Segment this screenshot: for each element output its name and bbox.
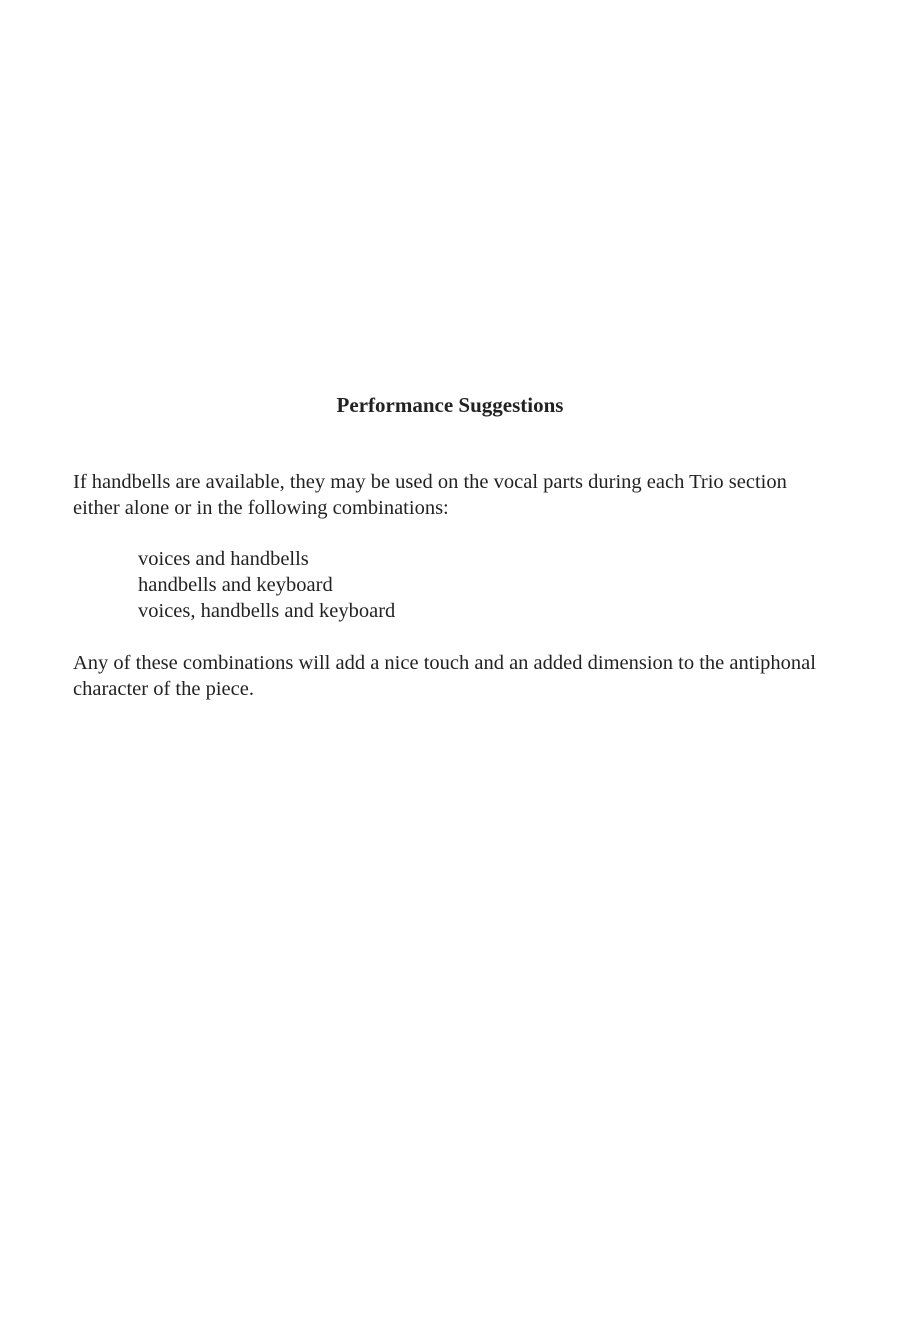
combination-item: voices and handbells — [138, 548, 309, 570]
page-title: Performance Suggestions — [336, 393, 564, 417]
combination-item: voices, handbells and keyboard — [138, 600, 396, 622]
closing-line: character of the piece. — [73, 678, 254, 700]
combinations-list — [138, 546, 395, 624]
combination-item: handbells and keyboard — [138, 574, 333, 596]
closing-line: Any of these combinations will add a nice touch and an added dimension to the antiphonal — [73, 652, 816, 674]
intro-line: If handbells are available, they may be used on the vocal parts during each Trio section — [73, 471, 787, 493]
intro-line: either alone or in the following combinations: — [73, 497, 449, 519]
closing-paragraph — [73, 650, 843, 702]
intro-paragraph — [73, 469, 843, 521]
